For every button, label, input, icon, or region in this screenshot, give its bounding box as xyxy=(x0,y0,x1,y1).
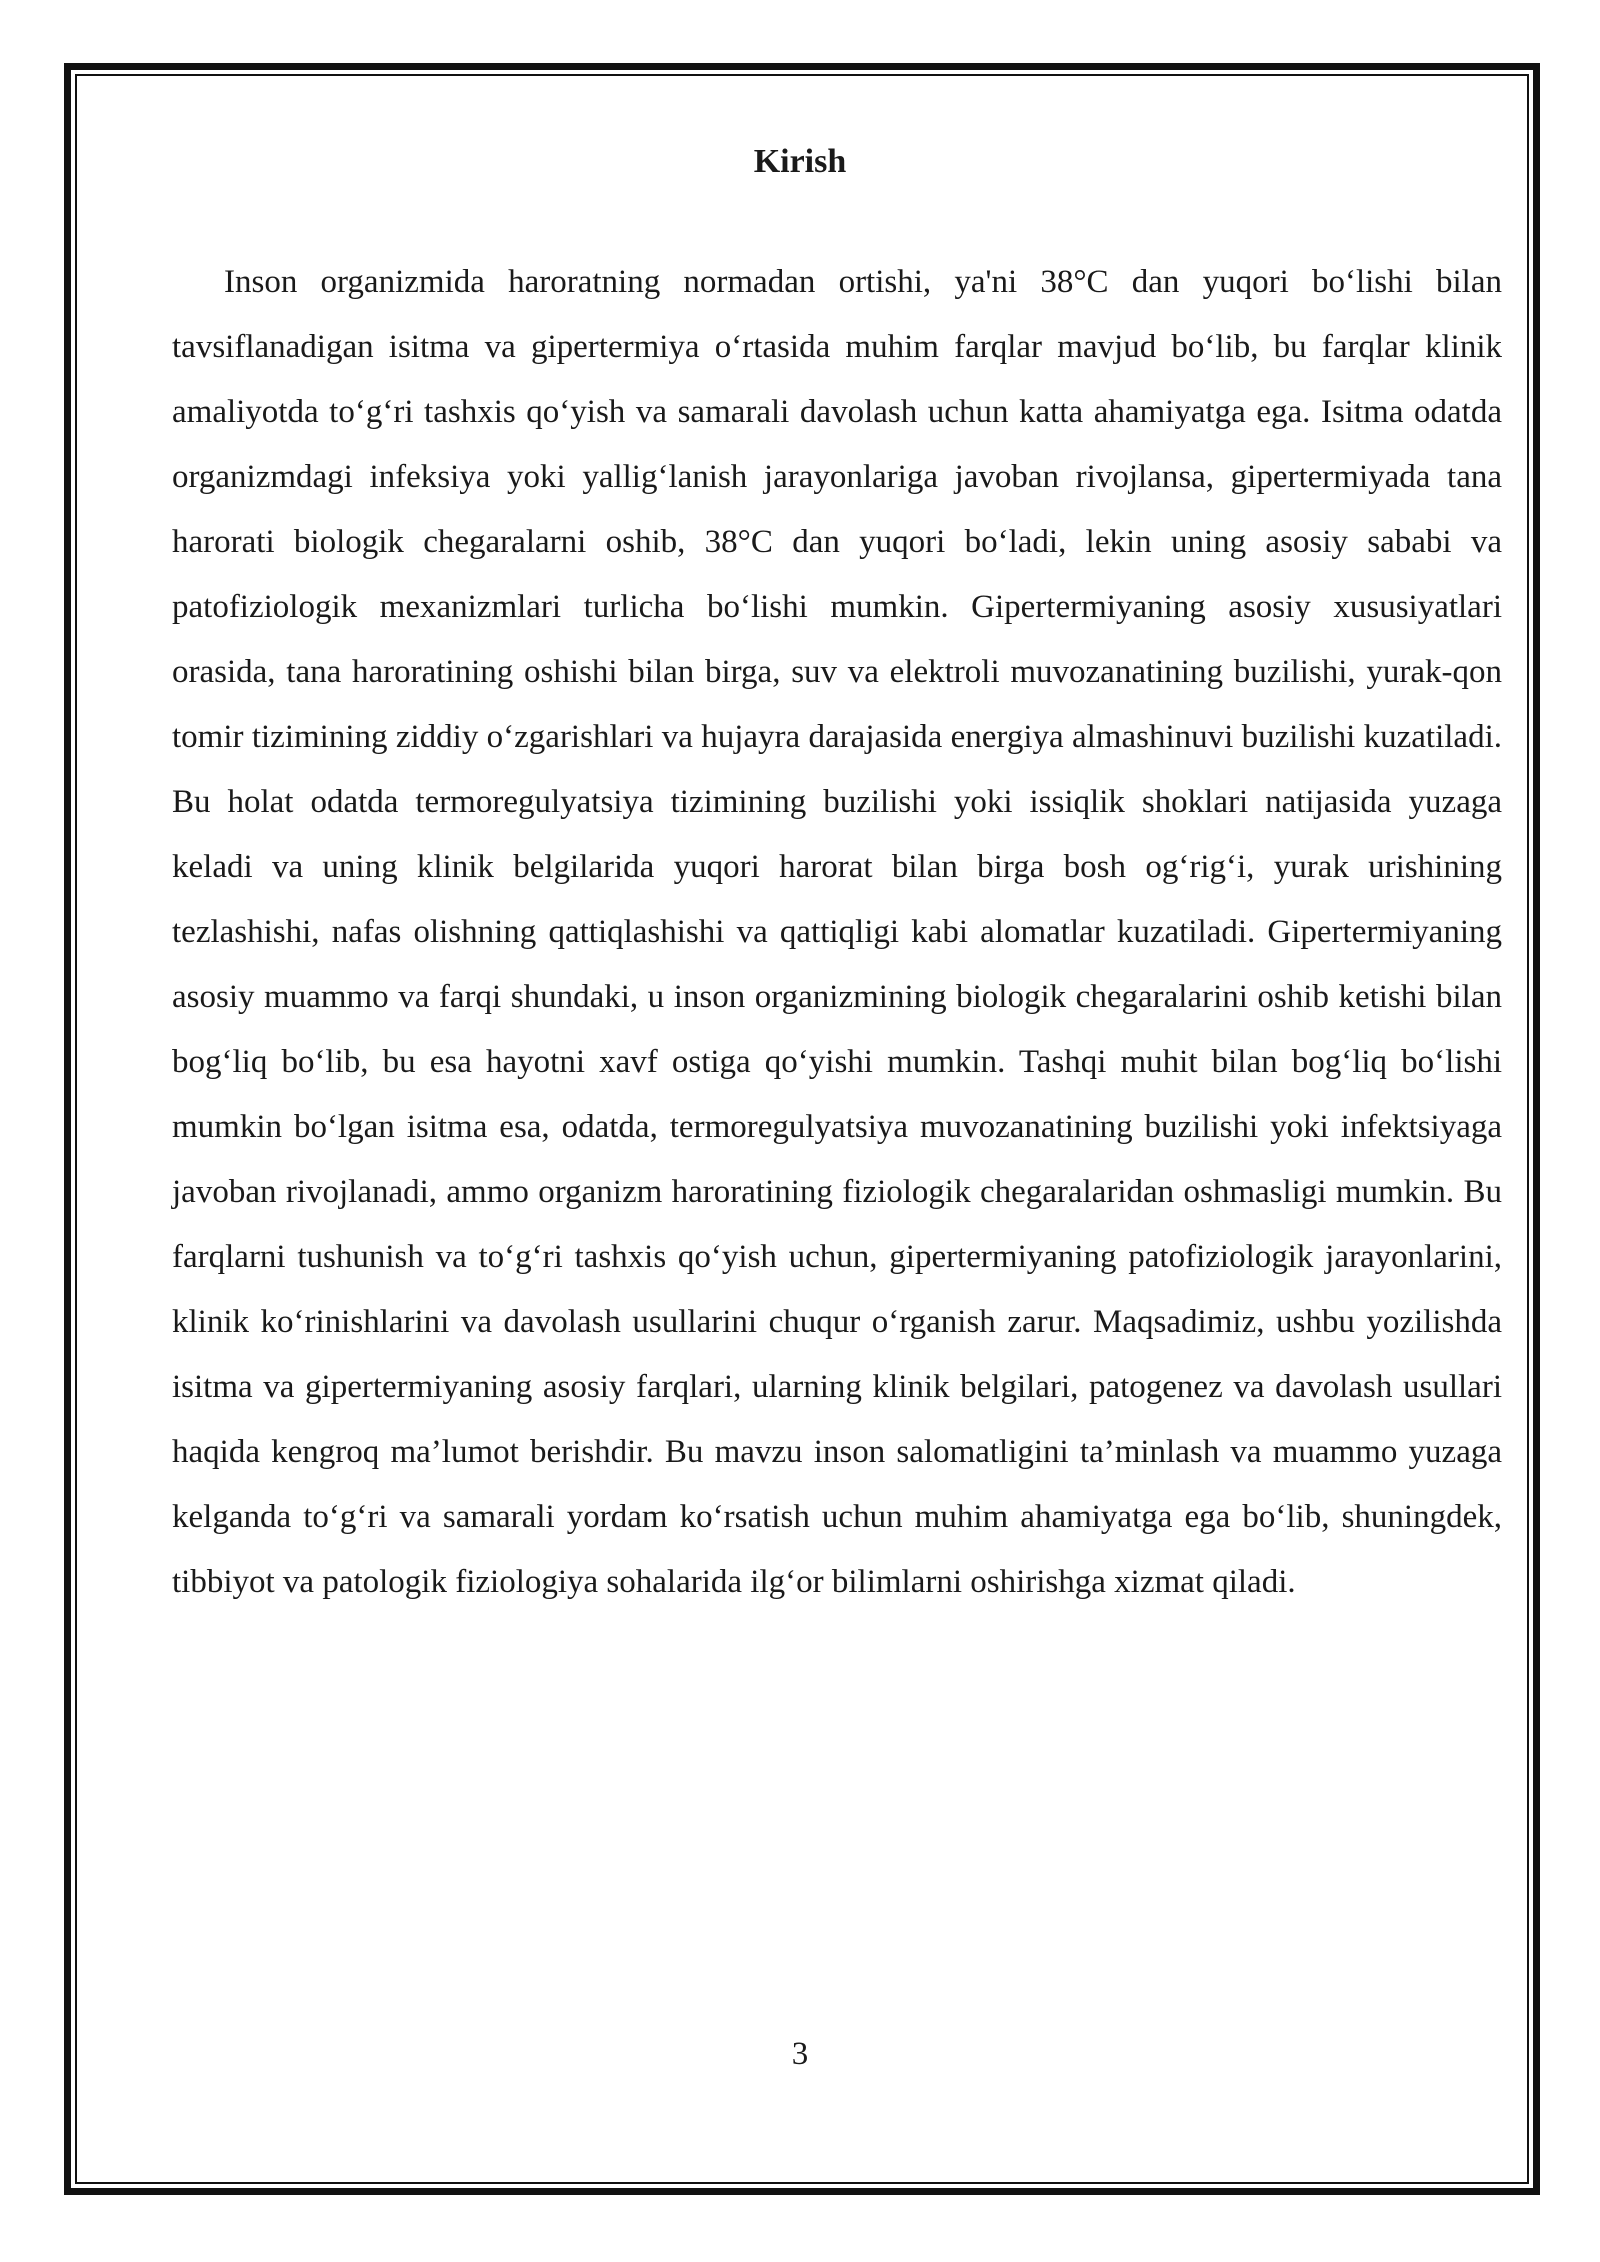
body-paragraph: Inson organizmida haroratning normadan ortishi, ya'ni 38°C dan yuqori bo‘lishi bilan tavsiflanadigan isitma va gipertermiya o‘rtasida muhim farqlar mavjud bo‘lib, bu farqlar klinik amaliyotda to‘g‘ri tashxis qo‘yish va samarali davolash uchun katta ahamiyatga ega. Isitma odatda organizmdagi infeksiya yoki yallig‘lanish jarayonlariga javoban rivojlansa, gipertermiyada tana harorati biologik chegaralarni oshib, 38°C dan yuqori bo‘ladi, lekin uning asosiy sababi va patofiziologik mexanizmlari turlicha bo‘lishi mumkin. Gipertermiyaning asosiy xususiyatlari orasida, tana haroratining oshishi bilan birga, suv va elektroli muvozanatining buzilishi, yurak-qon tomir tizimining ziddiy o‘zgarishlari va hujayra darajasida energiya almashinuvi buzilishi kuzatiladi. Bu holat odatda termoregulyatsiya tizimining buzilishi yoki issiqlik shoklari natijasida yuzaga keladi va uning klinik belgilarida yuqori harorat bilan birga bosh og‘rig‘i, yurak urishining tezlashishi, nafas olishning qattiqlashishi va qattiqligi kabi alomatlar kuzatiladi. Gipertermiyaning asosiy muammo va farqi shundaki, u inson organizmining biologik chegaralarini oshib ketishi bilan bog‘liq bo‘lib, bu esa hayotni xavf ostiga qo‘yishi mumkin. Tashqi muhit bilan bog‘liq bo‘lishi mumkin bo‘lgan isitma esa, odatda, termoregulyatsiya muvozanatining buzilishi yoki infektsiyaga javoban rivojlanadi, ammo organizm haroratining fiziologik chegaralaridan oshmasligi mumkin. Bu farqlarni tushunish va to‘g‘ri tashxis qo‘yish uchun, gipertermiyaning patofiziologik jarayonlarini, klinik ko‘rinishlarini va davolash usullarini chuqur o‘rganish zarur. Maqsadimiz, ushbu yozilishda isitma va gipertermiyaning asosiy farqlari, ularning klinik belgilari, patogenez va davolash usullari haqida kengroq ma’lumot berishdir. Bu mavzu inson salomatligini ta’minlash va muammo yuzaga kelganda to‘g‘ri va samarali yordam ko‘rsatish uchun muhim ahamiyatga ega bo‘lib, shuningdek, tibbiyot va patologik fiziologiya sohalarida ilg‘or bilimlarni oshirishga xizmat qiladi. xyxy=(172,264,1502,1600)
page-number: 3 xyxy=(791,2036,809,2072)
page-title: Kirish xyxy=(753,143,847,180)
